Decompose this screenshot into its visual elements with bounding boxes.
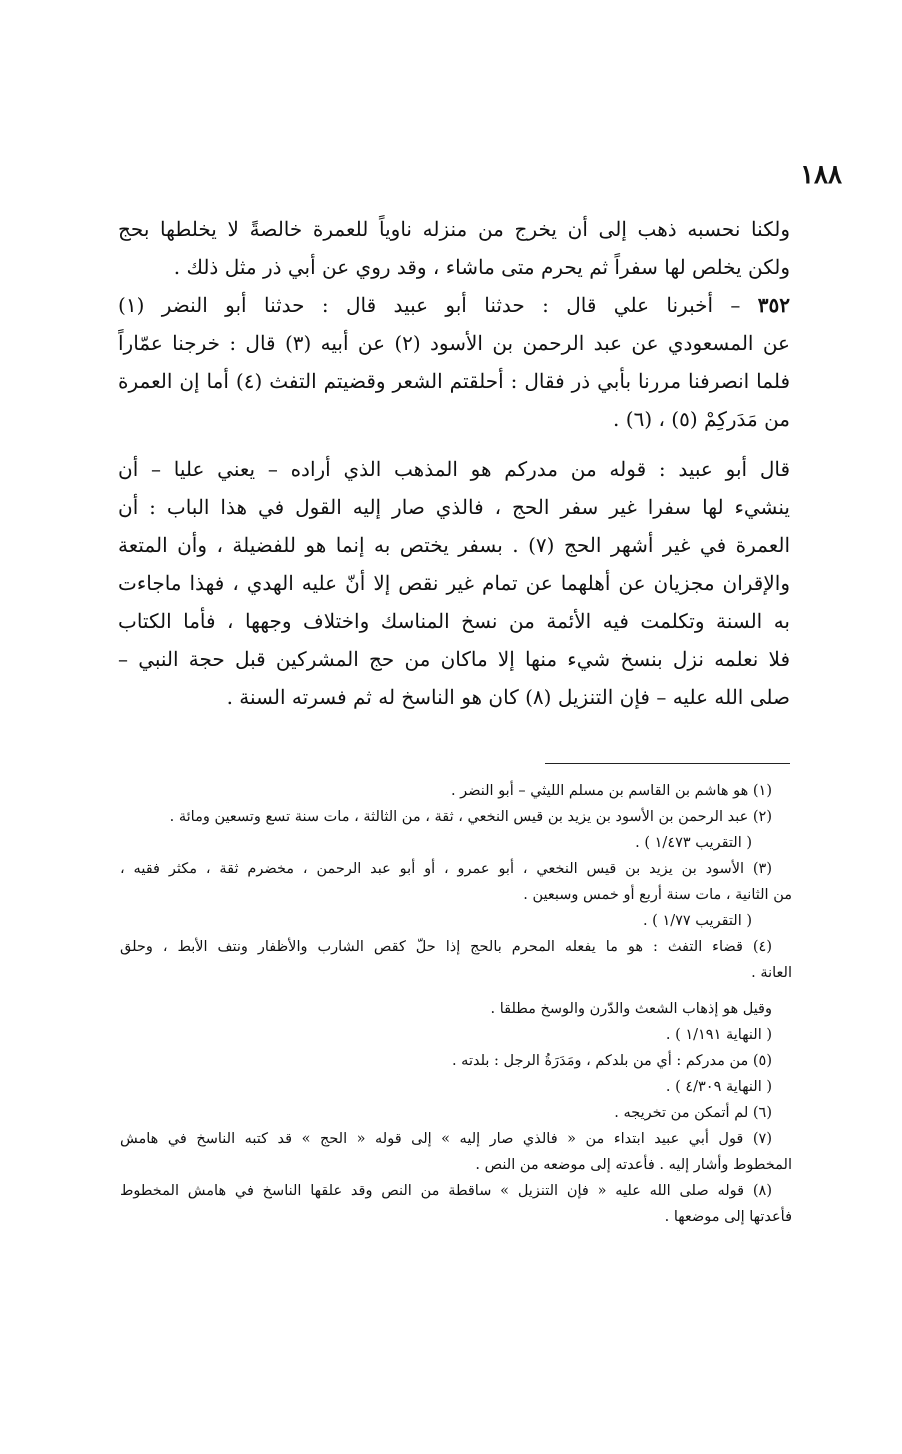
text-line: صلى الله عليه – فإن التنزيل (٨) كان هو الناسخ له ثم فسرته السنة .: [226, 685, 790, 709]
text-line: [118, 286, 790, 324]
footnote-line: من الثانية ، مات سنة أربع أو خمس وسبعين .: [523, 887, 792, 903]
main-text: [118, 210, 790, 716]
footnote-line: ( التقريب ١/٧٧ ) .: [642, 913, 752, 929]
footnote-line: (٨) قوله صلى الله عليه « فإن التنزيل » ساقطة من النص وقد علقها الناسخ في هامش المخطوط: [120, 1183, 772, 1199]
footnote-line: ( التقريب ١/٤٧٣ ) .: [635, 835, 752, 851]
paragraph-gap: [118, 438, 790, 450]
footnote-line: فأعدتها إلى موضعها .: [664, 1209, 792, 1225]
text-line: العمرة في غير أشهر الحج (٧) . بسفر يختص به إنما هو للفضيلة ، وأن المتعة: [118, 533, 790, 557]
footnote-line: (٥) من مدركم : أي من بلدكم ، ومَدَرَةُ الرجل : بلدته .: [451, 1053, 772, 1069]
footnote-line: (٦) لم أتمكن من تخريجه .: [614, 1105, 772, 1121]
footnote-line: ( النهاية ١/١٩١ ) .: [665, 1027, 772, 1043]
footnote-line: (٣) الأسود بن يزيد بن قيس النخعي ، أبو عمرو ، أو أبو عبد الرحمن ، مخضرم ثقة ، مكثر فقيه ،: [120, 861, 772, 877]
hadith-text: – أخبرنا علي قال : حدثنا أبو عبيد قال : حدثنا أبو النضر (١): [118, 293, 758, 317]
text-line: فلا نعلمه نزل بنسخ شيء منها إلا ماكان من حج المشركين قبل حجة النبي –: [118, 647, 790, 671]
footnote-line: (٧) قول أبي عبيد ابتداء من « فالذي صار إليه » إلى قوله « الحج » قد كتبه الناسخ في هامش: [120, 1131, 772, 1147]
footnote-line: ( النهاية ٤/٣٠٩ ) .: [665, 1079, 772, 1095]
page-number: ١٨٨: [800, 160, 842, 190]
text-line: والإقران مجزيان عن أهلهما عن تمام غير نقص إلا أنّ عليه الهدي ، فهذا ماجاءت: [118, 571, 790, 595]
footnote-line: (١) هو هاشم بن القاسم بن مسلم الليثي – أبو النضر .: [450, 783, 772, 799]
footnote-line: المخطوط وأشار إليه . فأعدته إلى موضعه من النص .: [475, 1157, 792, 1173]
footnote-divider: [545, 763, 790, 764]
footnote-line: (٢) عبد الرحمن بن الأسود بن يزيد بن قيس النخعي ، ثقة ، من الثالثة ، مات سنة تسع وتسعين ومائة .: [169, 809, 772, 825]
text-line: عن المسعودي عن عبد الرحمن بن الأسود (٢) عن أبيه (٣) قال : خرجنا عمّاراً: [118, 331, 790, 355]
text-line: من مَدَركِمْ (٥) ، (٦) .: [613, 407, 790, 431]
text-line: به السنة وتكلمت فيه الأئمة من نسخ المناسك واختلاف وجهها ، فأما الكتاب: [118, 609, 790, 633]
text-line: فلما انصرفنا مررنا بأبي ذر فقال : أحلقتم الشعر وقضيتم التفث (٤) أما إن العمرة: [118, 369, 790, 393]
text-line: ولكن يخلص لها سفراً ثم يحرم متى ماشاء ، وقد روي عن أبي ذر مثل ذلك .: [173, 255, 790, 279]
footnote-line: وقيل هو إذهاب الشعث والدّرن والوسخ مطلقا .: [490, 1001, 772, 1017]
text-line: ينشيء لها سفرا غير سفر الحج ، فالذي صار إليه القول في هذا الباب : أن: [118, 495, 790, 519]
footnote-line: (٤) قضاء التفث : هو ما يفعله المحرم بالحج إذا حلّ كقص الشارب والأظفار ونتف الأبط ، وحلق: [120, 939, 772, 955]
text-line: ولكنا نحسبه ذهب إلى أن يخرج من منزله ناوياً للعمرة خالصةً لا يخلطها بحج: [118, 217, 790, 241]
hadith-number: ٣٥٢: [757, 293, 790, 317]
text-line: قال أبو عبيد : قوله من مدركم هو المذهب الذي أراده – يعني عليا – أن: [118, 457, 790, 481]
footnote-line: العانة .: [751, 965, 792, 981]
footnotes: [120, 778, 792, 1230]
